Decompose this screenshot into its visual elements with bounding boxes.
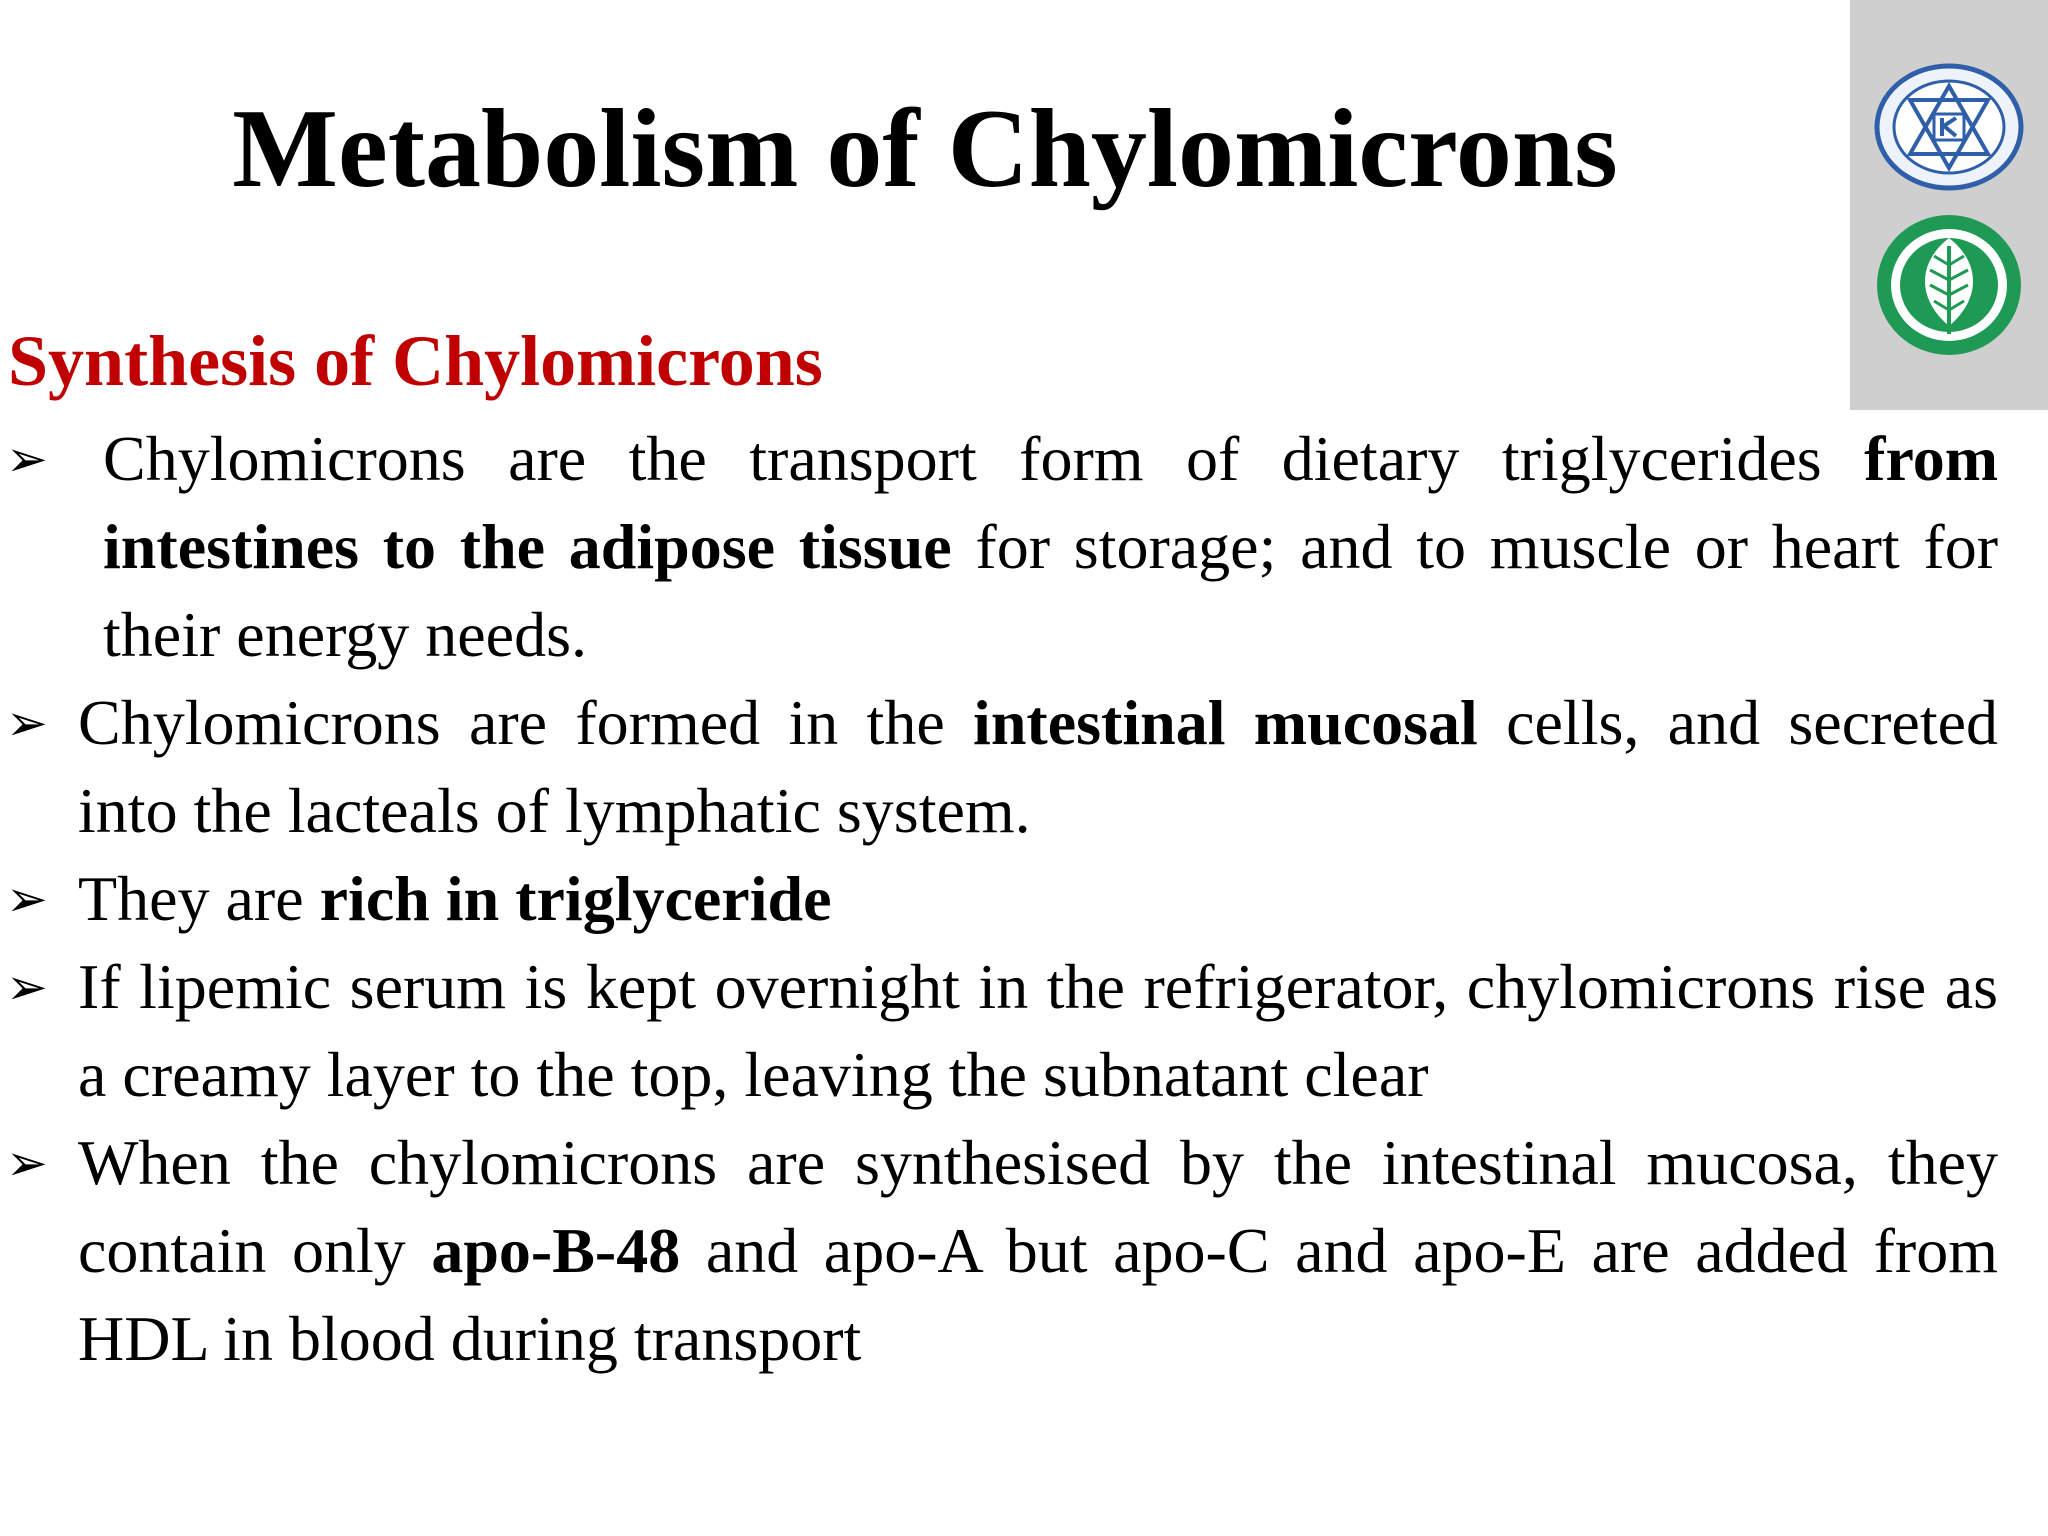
bullet-text: cells, and secreted into the lacteals of lymphatic system. (78, 687, 1999, 846)
bullet-list (0, 415, 1998, 1383)
arrow-bullet-icon: ➢ (6, 958, 48, 1016)
arrow-bullet-icon: ➢ (6, 694, 48, 752)
bullet-text: When the chylomicrons are synthesised by the intestinal mucosa, they contain only (78, 1127, 1998, 1286)
slide-title: Metabolism of Chylomicrons (232, 87, 1618, 211)
bullet-text: Chylomicrons are the transport form of dietary triglycerides (103, 423, 1865, 494)
arrow-bullet-icon: ➢ (6, 430, 48, 488)
list-item (0, 943, 1998, 1119)
list-item (0, 855, 1998, 943)
bullet-emphasis: apo-B-48 (431, 1215, 681, 1286)
bullet-emphasis: from intestines to the adipose tissue (103, 423, 1998, 582)
bullet-text: and apo-A but apo-C and apo-E are added from HDL in blood during transport (78, 1215, 1999, 1374)
section-heading: Synthesis of Chylomicrons (8, 321, 823, 401)
arrow-bullet-icon: ➢ (6, 1134, 48, 1192)
bullet-text: Chylomicrons are formed in the (78, 687, 974, 758)
logo-panel (1850, 0, 2048, 410)
arrow-bullet-icon: ➢ (6, 870, 48, 928)
green-leaf-emblem-icon (1872, 210, 2026, 360)
bullet-emphasis: rich in triglyceride (319, 863, 832, 934)
list-item (0, 415, 1998, 679)
bullet-text: for storage; and to muscle or heart for their energy needs. (103, 511, 1999, 670)
bullet-emphasis: intestinal mucosal (973, 687, 1478, 758)
list-item (0, 1119, 1998, 1383)
institution-seal-icon (1872, 62, 2026, 192)
bullet-text: They are (78, 863, 320, 934)
list-item (0, 679, 1998, 855)
bullet-text: If lipemic serum is kept overnight in the refrigerator, chylomicrons rise as a creamy layer to the top, leaving the subnatant clear (78, 951, 1998, 1110)
